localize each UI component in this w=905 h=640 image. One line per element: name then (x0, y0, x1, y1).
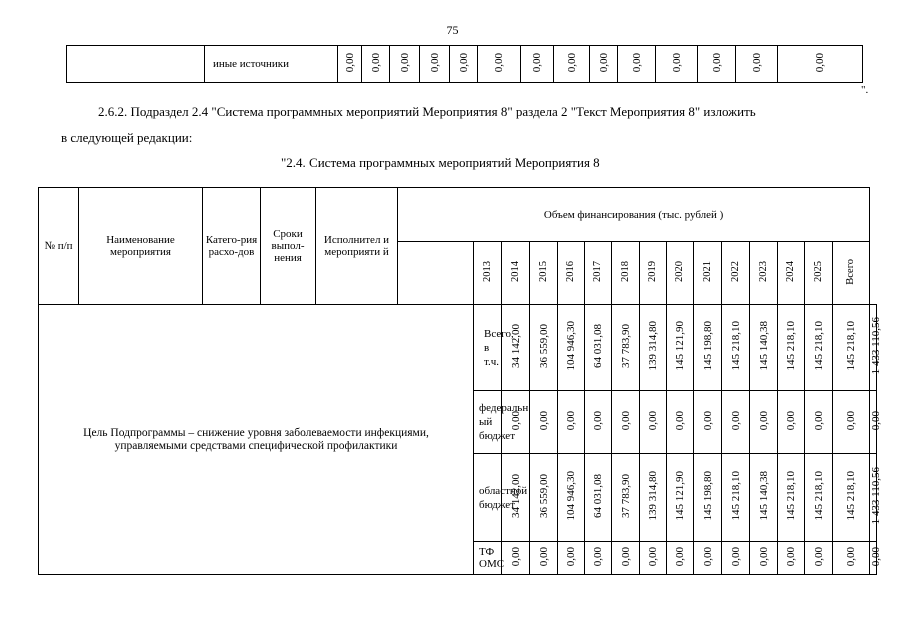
value-cell (667, 542, 694, 575)
value: 0,00 (812, 546, 825, 567)
value: 145 218,10 (845, 321, 858, 371)
top-value: 0,00 (814, 52, 826, 73)
year-header (667, 242, 694, 305)
year-label: 2015 (537, 261, 549, 282)
year-header (585, 242, 612, 305)
value-cell (694, 391, 722, 454)
value-cell (585, 305, 612, 391)
top-value: 0,00 (398, 52, 411, 73)
year-header (833, 242, 870, 305)
value: 0,00 (870, 546, 883, 567)
top-value: 0,00 (457, 52, 470, 73)
value-cell (530, 542, 558, 575)
value-cell (722, 391, 750, 454)
value-cell (805, 542, 833, 575)
value-cell (694, 542, 722, 575)
value: 34 142,00 (509, 474, 522, 518)
value-cell (833, 454, 870, 542)
value-cell (612, 391, 640, 454)
value: 145 140,38 (757, 321, 770, 371)
year-label: 2020 (674, 261, 685, 282)
value-cell (750, 305, 778, 391)
value-cell (640, 542, 667, 575)
year-label: 2017 (592, 261, 603, 282)
year-header (750, 242, 778, 305)
value: 0,00 (870, 410, 883, 431)
value-cell (585, 391, 612, 454)
top-value-cell (338, 46, 362, 83)
value: 0,00 (647, 410, 659, 431)
top-value-cell (590, 46, 618, 83)
year-label: 2014 (509, 261, 521, 282)
value: 0,00 (647, 546, 659, 567)
header-deadline: Сроки выпол-нения (261, 188, 316, 305)
value: 145 218,10 (785, 471, 797, 521)
top-value: 0,00 (343, 52, 356, 73)
value: 0,00 (701, 410, 714, 431)
year-label: 2019 (647, 261, 658, 282)
funding-table (38, 187, 883, 575)
top-value: 0,00 (493, 52, 505, 73)
top-value-cell (450, 46, 478, 83)
value: 0,00 (509, 410, 522, 431)
year-label: 2018 (619, 261, 631, 282)
value-cell (833, 305, 870, 391)
value-cell (778, 454, 805, 542)
value-cell (722, 454, 750, 542)
value: 139 314,80 (647, 321, 659, 371)
value: 1 433 110,56 (870, 467, 883, 525)
value: 1 433 110,56 (870, 317, 883, 375)
page-number: 75 (446, 23, 459, 37)
value-cell (502, 542, 530, 575)
value: 0,00 (845, 546, 858, 567)
value: 145 121,90 (674, 321, 686, 371)
value: 36 559,00 (537, 474, 550, 518)
value-cell (870, 542, 883, 575)
value-cell (558, 542, 585, 575)
value: 104 946,30 (565, 471, 577, 521)
top-value-cell (698, 46, 736, 83)
top-value: 0,00 (531, 52, 543, 73)
header-category: Катего-рия расхо-дов (203, 188, 261, 305)
value-cell (612, 542, 640, 575)
top-value: 0,00 (710, 52, 723, 73)
value: 145 140,38 (757, 471, 770, 521)
top-value-cell (478, 46, 521, 83)
top-value: 0,00 (428, 52, 441, 73)
top-value-cell (618, 46, 656, 83)
value-cell (530, 391, 558, 454)
value: 0,00 (674, 546, 686, 567)
top-value: 0,00 (630, 52, 643, 73)
value-cell (833, 391, 870, 454)
top-value-cell (390, 46, 420, 83)
closing-quote: ". (861, 84, 869, 96)
value-cell (502, 305, 530, 391)
year-header (805, 242, 833, 305)
goal-cell: Цель Подпрограммы – снижение уровня заболеваемости инфекциями, управляемыми средствами специфической профилактики (39, 305, 474, 575)
value-cell (558, 391, 585, 454)
year-header (778, 242, 805, 305)
top-value: 0,00 (670, 52, 683, 73)
row-label: областной бюджет (474, 454, 502, 542)
top-table-empty-cell (67, 46, 205, 83)
year-header (694, 242, 722, 305)
value-cell (530, 305, 558, 391)
top-value-cell (656, 46, 698, 83)
value: 0,00 (592, 546, 604, 567)
year-header (612, 242, 640, 305)
top-value: 0,00 (750, 52, 763, 73)
top-value-cell (736, 46, 778, 83)
value: 145 198,80 (701, 471, 714, 521)
year-header (474, 242, 502, 305)
section-title: "2.4. Система программных мероприятий Мероприятия 8 (281, 155, 600, 170)
top-value-cell (778, 46, 863, 83)
value: 0,00 (565, 546, 577, 567)
value: 0,00 (812, 410, 825, 431)
value: 64 031,08 (592, 324, 604, 368)
value-cell (778, 542, 805, 575)
value-cell (640, 305, 667, 391)
value: 34 142,00 (509, 324, 522, 368)
year-header (640, 242, 667, 305)
value-cell (667, 305, 694, 391)
top-value: 0,00 (369, 52, 382, 73)
value: 145 218,10 (729, 471, 742, 521)
value: 145 218,10 (812, 321, 825, 371)
header-num: № п/п (39, 188, 79, 305)
value-cell (530, 454, 558, 542)
value-cell (640, 454, 667, 542)
value-cell (870, 305, 883, 391)
top-table-label: иные источники (205, 46, 338, 83)
top-value-cell (554, 46, 590, 83)
header-executor: Исполнител и мероприяти й (316, 188, 398, 305)
value: 145 218,10 (845, 471, 858, 521)
year-label: 2022 (729, 261, 741, 282)
year-header-empty (398, 242, 474, 305)
year-label: 2013 (481, 261, 493, 282)
value: 36 559,00 (537, 324, 550, 368)
top-value-cell (420, 46, 450, 83)
paragraph-line-1: 2.6.2. Подраздел 2.4 "Система программных мероприятий Мероприятия 8" раздела 2 "Текст Мероприятия 8" изложить (98, 104, 756, 119)
value-cell (612, 454, 640, 542)
value: 145 198,80 (701, 321, 714, 371)
value: 145 218,10 (729, 321, 742, 371)
top-value: 0,00 (565, 52, 578, 73)
value: 37 783,90 (619, 324, 632, 368)
top-value-cell (362, 46, 390, 83)
year-label: 2016 (565, 261, 576, 282)
value: 0,00 (674, 410, 686, 431)
year-header (502, 242, 530, 305)
value-cell (870, 454, 883, 542)
value: 0,00 (619, 410, 632, 431)
value-cell (585, 542, 612, 575)
value: 0,00 (729, 546, 742, 567)
year-label: Всего (845, 258, 857, 285)
value-cell (750, 542, 778, 575)
row-label: Всего, в т.ч. (474, 305, 502, 391)
value-cell (585, 454, 612, 542)
value-cell (722, 542, 750, 575)
value: 0,00 (757, 546, 770, 567)
top-table (66, 45, 863, 83)
value-cell (870, 391, 883, 454)
value-cell (612, 305, 640, 391)
value: 0,00 (845, 410, 858, 431)
value-cell (722, 305, 750, 391)
value-cell (833, 542, 870, 575)
value-cell (667, 391, 694, 454)
value-cell (805, 454, 833, 542)
value: 139 314,80 (647, 471, 659, 521)
value-cell (805, 305, 833, 391)
value: 0,00 (592, 410, 604, 431)
value: 145 218,10 (812, 471, 825, 521)
value-cell (778, 305, 805, 391)
year-header (530, 242, 558, 305)
value: 37 783,90 (619, 474, 632, 518)
year-label: 2025 (812, 261, 824, 282)
top-value-cell (521, 46, 554, 83)
value: 0,00 (537, 546, 550, 567)
value: 0,00 (701, 546, 714, 567)
year-label: 2023 (757, 261, 769, 282)
value-cell (805, 391, 833, 454)
value: 0,00 (729, 410, 742, 431)
value-cell (778, 391, 805, 454)
value: 0,00 (537, 410, 550, 431)
value-cell (750, 391, 778, 454)
value: 0,00 (757, 410, 770, 431)
value: 104 946,30 (565, 321, 577, 371)
row-label: федеральн ый бюджет (474, 391, 502, 454)
value-cell (694, 454, 722, 542)
paragraph-line-2: в следующей редакции: (61, 130, 193, 145)
value-cell (558, 305, 585, 391)
value-cell (640, 391, 667, 454)
value-cell (502, 391, 530, 454)
year-header (722, 242, 750, 305)
value: 145 218,10 (785, 321, 797, 371)
value: 0,00 (619, 546, 632, 567)
value: 0,00 (509, 546, 522, 567)
header-name: Наименование мероприятия (79, 188, 203, 305)
value-cell (750, 454, 778, 542)
row-label: ТФ ОМС (474, 542, 502, 575)
value-cell (694, 305, 722, 391)
year-header (558, 242, 585, 305)
year-label: 2021 (701, 261, 713, 282)
value: 0,00 (785, 410, 797, 431)
value: 0,00 (565, 410, 577, 431)
value: 145 121,90 (674, 471, 686, 521)
value-cell (558, 454, 585, 542)
value-cell (667, 454, 694, 542)
value: 64 031,08 (592, 474, 604, 518)
header-funding: Объем финансирования (тыс. рублей ) (398, 188, 870, 242)
top-value: 0,00 (597, 52, 610, 73)
year-label: 2024 (785, 261, 796, 282)
value: 0,00 (785, 546, 797, 567)
